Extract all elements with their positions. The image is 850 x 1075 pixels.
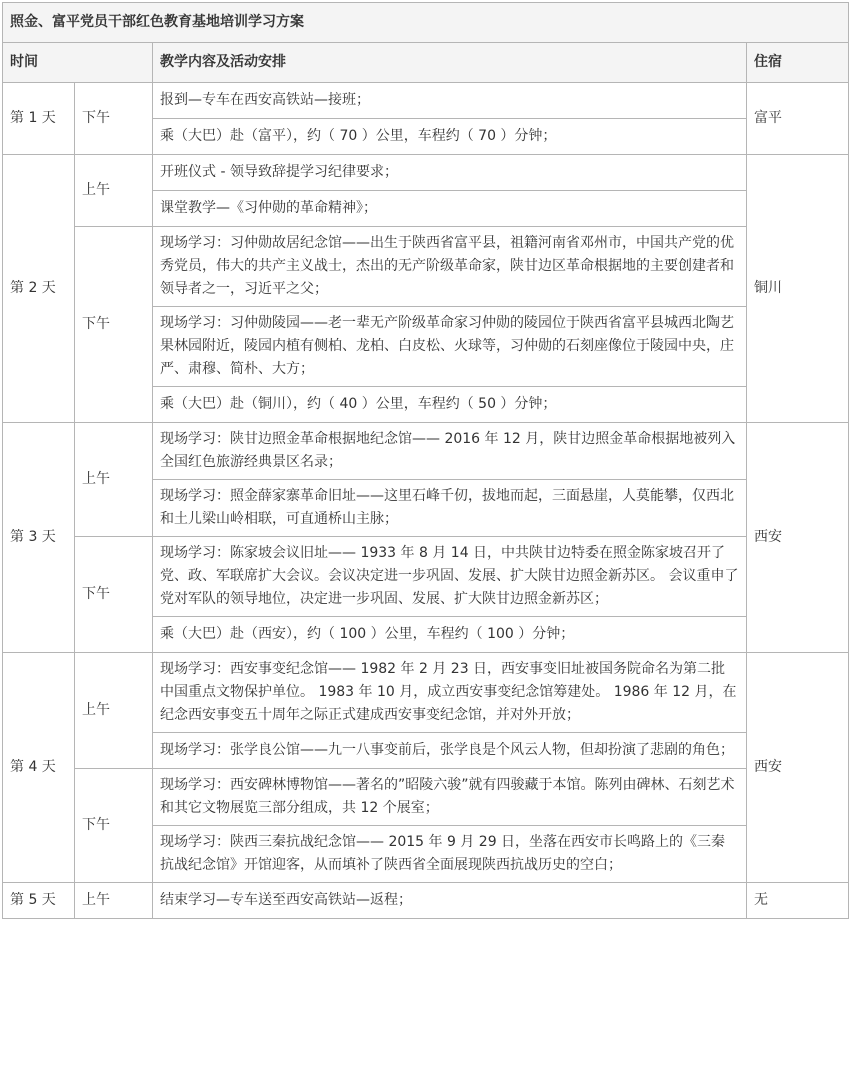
lodging-cell: 铜川 bbox=[747, 155, 849, 423]
activity-cell: 乘（大巴）赴（富平），约（ 70 ）公里，车程约（ 70 ）分钟； bbox=[153, 119, 747, 155]
period-cell: 上午 bbox=[75, 423, 153, 537]
lodging-cell: 西安 bbox=[747, 653, 849, 883]
training-schedule-table bbox=[2, 2, 849, 919]
activity-cell: 现场学习：西安碑林博物馆——著名的”昭陵六骏”就有四骏藏于本馆。陈列由碑林、石刻艺术和其它文物展览三部分组成，共 12 个展室； bbox=[153, 769, 747, 826]
schedule-row bbox=[3, 155, 849, 191]
table-title: 照金、富平党员干部红色教育基地培训学习方案 bbox=[3, 3, 849, 43]
day-cell: 第 2 天 bbox=[3, 155, 75, 423]
period-cell: 下午 bbox=[75, 537, 153, 653]
day-cell: 第 3 天 bbox=[3, 423, 75, 653]
period-cell: 上午 bbox=[75, 883, 153, 919]
period-cell: 下午 bbox=[75, 83, 153, 155]
lodging-cell: 西安 bbox=[747, 423, 849, 653]
header-lodging: 住宿 bbox=[747, 43, 849, 83]
day-cell: 第 1 天 bbox=[3, 83, 75, 155]
header-row bbox=[3, 43, 849, 83]
schedule-row bbox=[3, 83, 849, 119]
day-cell: 第 5 天 bbox=[3, 883, 75, 919]
schedule-row bbox=[3, 227, 849, 307]
schedule-row bbox=[3, 537, 849, 617]
schedule-row bbox=[3, 423, 849, 480]
period-cell: 下午 bbox=[75, 769, 153, 883]
lodging-cell: 富平 bbox=[747, 83, 849, 155]
schedule-row bbox=[3, 653, 849, 733]
activity-cell: 现场学习：陕甘边照金革命根据地纪念馆—— 2016 年 12 月，陕甘边照金革命根据地被列入全国红色旅游经典景区名录； bbox=[153, 423, 747, 480]
activity-cell: 现场学习：陕西三秦抗战纪念馆—— 2015 年 9 月 29 日，坐落在西安市长鸣路上的《三秦抗战纪念馆》开馆迎客，从而填补了陕西省全面展现陕西抗战历史的空白； bbox=[153, 826, 747, 883]
activity-cell: 结束学习—专车送至西安高铁站—返程； bbox=[153, 883, 747, 919]
day-cell: 第 4 天 bbox=[3, 653, 75, 883]
activity-cell: 现场学习：习仲勋陵园——老一辈无产阶级革命家习仲勋的陵园位于陕西省富平县城西北陶艺果林园附近，陵园内植有侧柏、龙柏、白皮松、火球等，习仲勋的石刻座像位于陵园中央，庄严、肃穆、简朴、大方； bbox=[153, 307, 747, 387]
header-content: 教学内容及活动安排 bbox=[153, 43, 747, 83]
activity-cell: 乘（大巴）赴（铜川），约（ 40 ）公里，车程约（ 50 ）分钟； bbox=[153, 387, 747, 423]
activity-cell: 报到—专车在西安高铁站—接班； bbox=[153, 83, 747, 119]
activity-cell: 乘（大巴）赴（西安），约（ 100 ）公里，车程约（ 100 ）分钟； bbox=[153, 617, 747, 653]
title-row bbox=[3, 3, 849, 43]
period-cell: 下午 bbox=[75, 227, 153, 423]
period-cell: 上午 bbox=[75, 155, 153, 227]
activity-cell: 课堂教学—《习仲勋的革命精神》； bbox=[153, 191, 747, 227]
activity-cell: 现场学习：陈家坡会议旧址—— 1933 年 8 月 14 日，中共陕甘边特委在照金陈家坡召开了党、政、军联席扩大会议。会议决定进一步巩固、发展、扩大陕甘边照金新苏区。 会议重申了党对军队的领导地位，决定进一步巩固、发展、扩大陕甘边照金新苏区； bbox=[153, 537, 747, 617]
schedule-row bbox=[3, 883, 849, 919]
activity-cell: 现场学习：习仲勋故居纪念馆——出生于陕西省富平县，祖籍河南省邓州市，中国共产党的优秀党员，伟大的共产主义战士，杰出的无产阶级革命家，陕甘边区革命根据地的主要创建者和领导者之一，习近平之父； bbox=[153, 227, 747, 307]
lodging-cell: 无 bbox=[747, 883, 849, 919]
schedule-row bbox=[3, 769, 849, 826]
activity-cell: 现场学习：照金薛家寨革命旧址——这里石峰千仞，拔地而起，三面悬崖，人莫能攀，仅西北和土儿梁山岭相联，可直通桥山主脉； bbox=[153, 480, 747, 537]
period-cell: 上午 bbox=[75, 653, 153, 769]
header-time: 时间 bbox=[3, 43, 153, 83]
activity-cell: 开班仪式 - 领导致辞提学习纪律要求； bbox=[153, 155, 747, 191]
activity-cell: 现场学习：张学良公馆——九一八事变前后，张学良是个风云人物，但却扮演了悲剧的角色； bbox=[153, 733, 747, 769]
activity-cell: 现场学习：西安事变纪念馆—— 1982 年 2 月 23 日，西安事变旧址被国务院命名为第二批中国重点文物保护单位。 1983 年 10 月，成立西安事变纪念馆筹建处。 1986 年 12 月，在纪念西安事变五十周年之际正式建成西安事变纪念馆，并对外开放； bbox=[153, 653, 747, 733]
